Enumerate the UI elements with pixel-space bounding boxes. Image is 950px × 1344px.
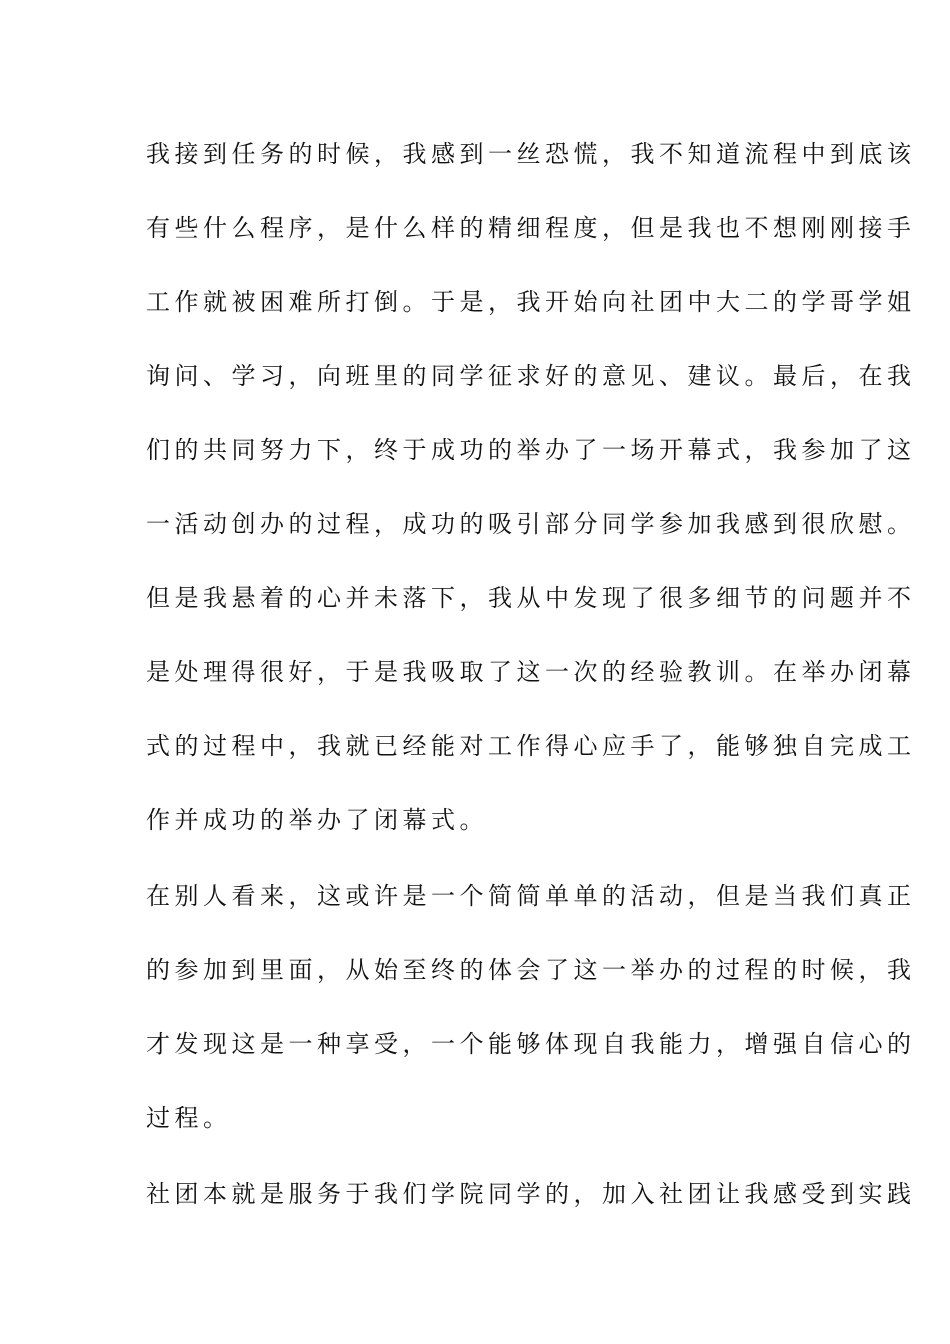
text-line: 询问、学习，向班里的同学征求好的意见、建议。最后，在我 [146,362,916,390]
text-line: 但是我悬着的心并未落下，我从中发现了很多细节的问题并不 [146,584,916,612]
text-line: 工作就被困难所打倒。于是，我开始向社团中大二的学哥学姐 [146,288,916,316]
text-line: 一活动创办的过程，成功的吸引部分同学参加我感到很欣慰。 [146,510,916,538]
text-line: 过程。 [146,1104,232,1132]
text-line: 是处理得很好，于是我吸取了这一次的经验教训。在举办闭幕 [146,658,916,686]
text-line: 才发现这是一种享受，一个能够体现自我能力，增强自信心的 [146,1030,916,1058]
text-line: 社团本就是服务于我们学院同学的，加入社团让我感受到实践 [146,1180,916,1208]
text-line: 我接到任务的时候，我感到一丝恐慌，我不知道流程中到底该 [146,140,916,168]
text-line: 们的共同努力下，终于成功的举办了一场开幕式，我参加了这 [146,436,916,464]
text-line: 有些什么程序，是什么样的精细程度，但是我也不想刚刚接手 [146,214,916,242]
text-line: 的参加到里面，从始至终的体会了这一举办的过程的时候，我 [146,956,916,984]
text-line: 作并成功的举办了闭幕式。 [146,806,488,834]
text-line: 在别人看来，这或许是一个简简单单的活动，但是当我们真正 [146,882,916,910]
text-line: 式的过程中，我就已经能对工作得心应手了，能够独自完成工 [146,732,916,760]
